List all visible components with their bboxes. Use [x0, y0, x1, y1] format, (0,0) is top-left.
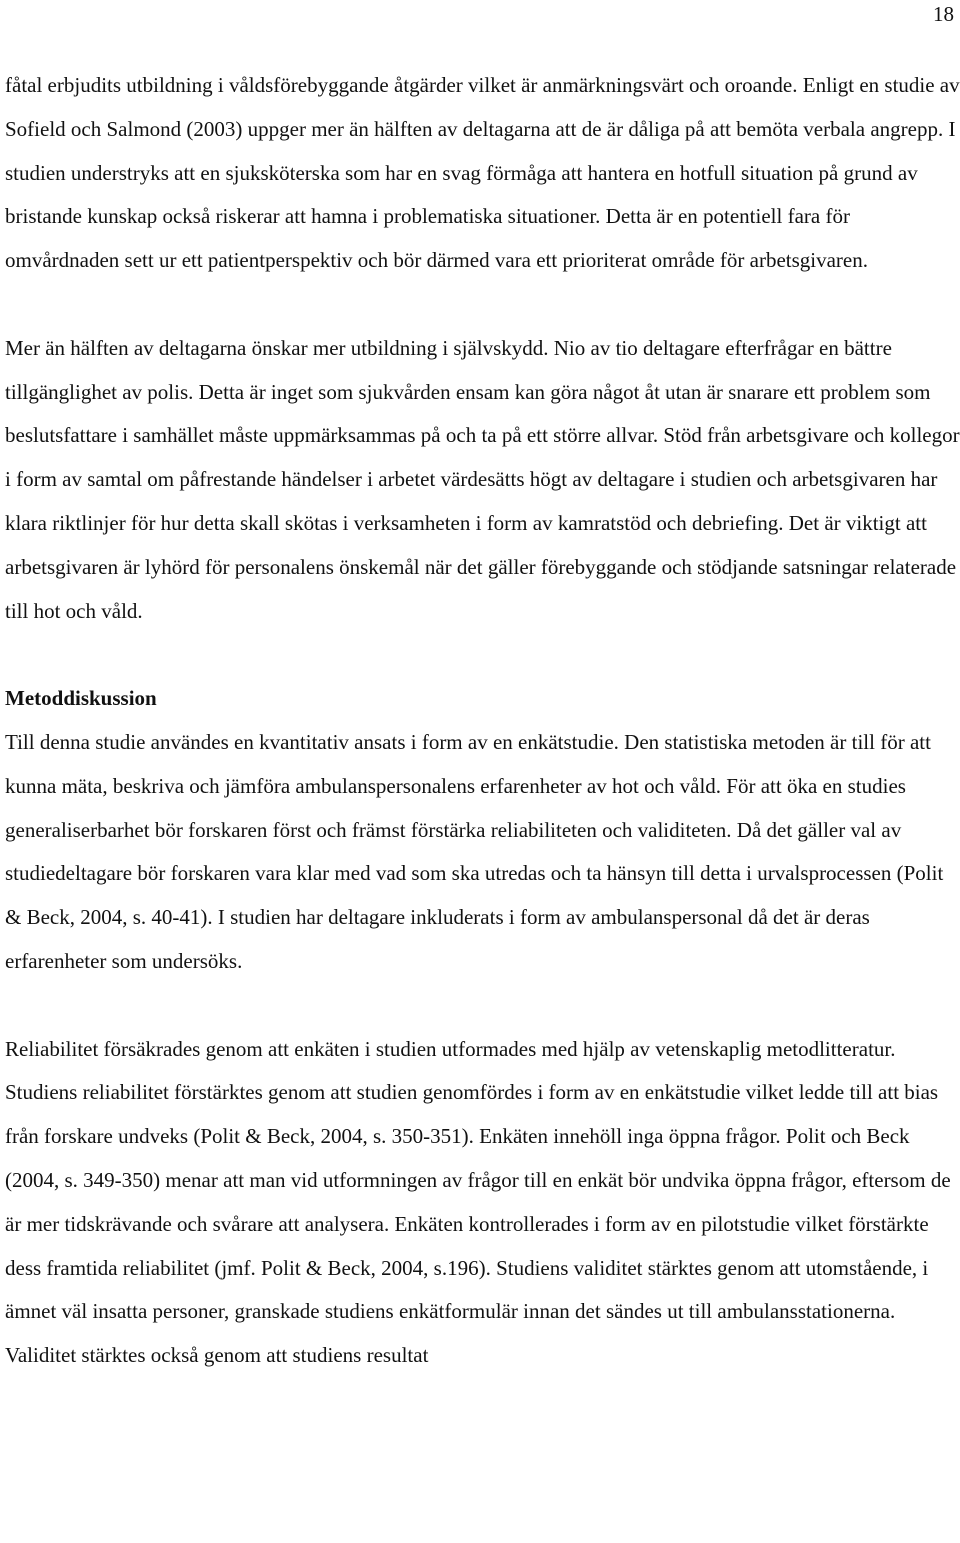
paragraph-violence-prevention: fåtal erbjudits utbildning i våldsförebyggande åtgärder vilket är anmärkningsvärt och oroande. Enligt en studie av Sofield och Salmond (2003) uppger mer än hälften av deltagarna att de är dåliga på att bemöta verbala angrepp. I studien understryks att en sjuksköterska som har en svag förmåga att hantera en hotfull situation på grund av bristande kunskap också riskerar att hamna i problematiska situationer. Detta är en potentiell fara för omvårdnaden sett ur ett patientperspektiv och bör därmed vara ett prioriterat område för arbetsgivaren. [5, 73, 960, 273]
paragraph-method: Till denna studie användes en kvantitativ ansats i form av en enkätstudie. Den statistiska metoden är till för att kunna mäta, beskriva och jämföra ambulanspersonalens erfarenheter av hot och våld. För att öka en studies generaliserbarhet bör forskaren först och främst förstärka reliabiliteten och validiteten. Då det gäller val av studiedeltagare bör forskaren vara klar med vad som ska utredas och ta hänsyn till detta i urvalsprocessen (Polit & Beck, 2004, s. 40-41). I studien har deltagare inkluderats i form av ambulanspersonal då det är deras erfarenheter som undersöks. [5, 729, 944, 973]
paragraph-spacer [5, 283, 960, 327]
paragraph-reliability: Reliabilitet försäkrades genom att enkäten i studien utformades med hjälp av vetenskaplig metodlitteratur. Studiens reliabilitet förstärktes genom att studien genomfördes i form av en enkätstudie vilket ledde till att bias från forskare undveks (Polit & Beck, 2004, s. 350-351). Enkäten innehöll inga öppna frågor. Polit och Beck (2004, s. 349-350) menar att man vid utformningen av frågor till en enkät bör undvika öppna frågor, eftersom de är mer tidskrävande och svårare att analysera. Enkäten kontrollerades i form av en pilotstudie vilket förstärkte dess framtida reliabilitet (jmf. Polit & Beck, 2004, s.196). Studiens validitet stärktes genom att utomstående, i ämnet väl insatta personer, granskade studiens enkätformulär innan det sändes ut till ambulansstationerna. Validitet stärktes också genom att studiens resultat [5, 1036, 951, 1368]
page-number: 18 [933, 2, 954, 26]
document-body [5, 64, 960, 1378]
section-heading-metoddiskussion: Metoddiskussion [5, 686, 157, 711]
paragraph-spacer [5, 984, 960, 1028]
paragraph-self-defense: Mer än hälften av deltagarna önskar mer utbildning i självskydd. Nio av tio deltagare efterfrågar en bättre tillgänglighet av polis. Detta är inget som sjukvården ensam kan göra något åt utan är snarare ett problem som beslutsfattare i samhället måste uppmärksammas på och ta på ett större allvar. Stöd från arbetsgivare och kollegor i form av samtal om påfrestande händelser i arbetet värdesätts högt av deltagare i studien och arbetsgivaren har klara riktlinjer för hur detta skall skötas i verksamheten i form av kamratstöd och debriefing. Det är viktigt att arbetsgivaren är lyhörd för personalens önskemål när det gäller förebyggande och stödjande satsningar relaterade till hot och våld. [5, 335, 960, 623]
paragraph-spacer [5, 633, 960, 677]
